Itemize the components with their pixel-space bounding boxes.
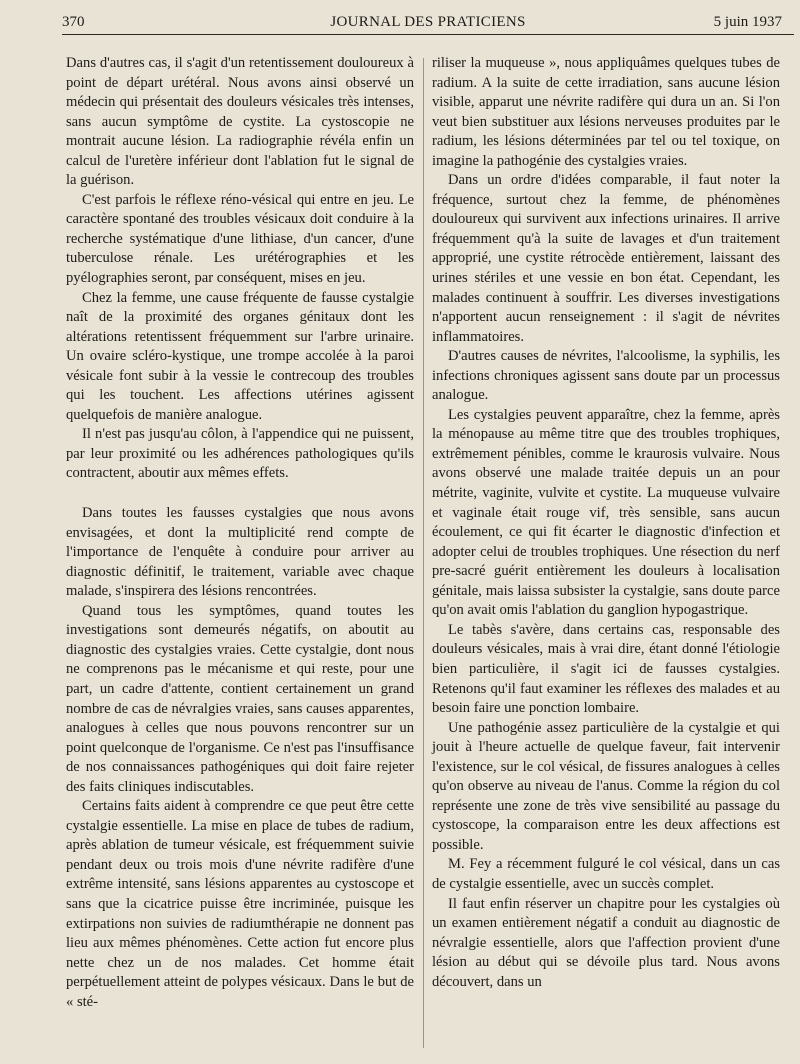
column-divider [423, 58, 424, 1048]
issue-date: 5 juin 1937 [713, 14, 782, 30]
paragraph: Le tabès s'avère, dans certains cas, responsable des douleurs vésicales, mais à vrai dire, étant donné l'étiologie bien particulière, il s'agit ici de fausses cystalgies. Retenons qu'il faut examiner les réflexes des malades et au besoin faire une ponction lombaire. [432, 621, 780, 717]
right-column [432, 54, 780, 992]
paragraph: Dans toutes les fausses cystalgies que nous avons envisagées, et dont la multiplicité rend compte de l'importance de l'enquête à conduire pour arriver au diagnostic définitif, le traitement, variable avec chaque malade, s'inspirera des lésions rencontrées. [66, 505, 414, 600]
paragraph: Certains faits aident à comprendre ce que peut être cette cystalgie essentielle. La mise en place de tubes de radium, après ablation de tumeur vésicale, est fréquemment suivie pendant deux ou trois mois d'une névrite radifère d'une extrême intensité, sans lésions apparentes au cystoscope et sans que la cicatrice puisse être incriminée, puisque les extirpations non suivies de radiumthérapie ne donnent pas lieu aux mêmes phénomènes. Cette action fut encore plus nette chez un de nos malades. Cet homme était perpétuellement atteint de polypes vésicaux. Dans le but de « sté- [66, 798, 414, 1010]
paragraph: Les cystalgies peuvent apparaître, chez la femme, après la ménopause au même titre que des troubles trophiques, extrêmement pénibles, comme le kraurosis vulvaire. Nous avons observé une malade traitée depuis un an pour métrite, vaginite, vulvite et cystite. La muqueuse vulvaire et vaginale était rouge vif, très sensible, sans aucun écoulement, ce qui fit écarter le diagnostic d'infection et adopter celui de troubles trophiques. Une résection du nerf pre-sacré guérit entièrement les douleurs à localisation génitale, mais laissa subsister la cystalgie, sans doute parce qu'on avait omis l'ablation du ganglion hypogastrique. [432, 406, 780, 619]
paragraph: Il n'est pas jusqu'au côlon, à l'appendice qui ne puissent, par leur proximité ou les adhérences pathologiques qu'ils contractent, aboutir aux mêmes effets. [66, 426, 414, 482]
paragraph: Quand tous les symptômes, quand toutes les investigations sont demeurés négatifs, on aboutit au diagnostic des cystalgies vraies. Cette cystalgie, dont nous ne comprenons pas le mécanisme et qui reste, pour une part, un cadre d'attente, contient certainement un grand nombre de cas de névralgies vraies, sans causes apparentes, analogues à celles que nous pouvons rencontrer sur un point quelconque de l'organisme. Ce n'est pas l'insuffisance de nos connaissances pathogéniques qui doit faire rejeter des faits cliniques indiscutables. [66, 602, 414, 795]
page-header [62, 12, 794, 35]
paragraph: Une pathogénie assez particulière de la cystalgie et qui jouit à l'heure actuelle de quelque faveur, fait intervenir l'existence, sur le col vésical, de fissures analogues à celles qu'on observe au niveau de l'anus. Comme la région du col représente une zone de très vive sensibilité au passage du cystoscope, la comparaison entre les deux affections est possible. [432, 719, 780, 853]
journal-title: JOURNAL DES PRATICIENS [330, 14, 526, 30]
paragraph: M. Fey a récemment fulguré le col vésical, dans un cas de cystalgie essentielle, avec un succès complet. [432, 856, 780, 892]
paragraph: riliser la muqueuse », nous appliquâmes quelques tubes de radium. A la suite de cette irradiation, sans aucune lésion visible, apparut une névrite radifère qui dura un an. Si l'on veut bien substituer aux lésions nerveuses produites par le radium, les lésions déterminées par tel ou tel toxique, on imagine la pathogénie des cystalgies vraies. [432, 55, 780, 169]
paragraph: Dans d'autres cas, il s'agit d'un retentissement douloureux à point de départ urétéral. Nous avons ainsi observé un médecin qui présentait des douleurs vésicales très intenses, sans aucun symptôme de cystite. La cystoscopie ne montrait aucune lésion. La radiographie révéla enfin un calcul de l'uretère inférieur dont l'ablation fut le signal de la guérison. [66, 55, 414, 189]
paragraph: Dans un ordre d'idées comparable, il faut noter la fréquence, surtout chez la femme, de phénomènes douloureux qui survivent aux infections urinaires. Il arrive fréquemment qu'à la suite de lavages et d'un traitement approprié, une cystite rétrocède entièrement, laissant des urines stériles et une vessie en bon état. Cependant, les malades continuent à souffrir. Les diverses investigations n'apportent aucun renseignement : il s'agit de névrites inflammatoires. [432, 172, 780, 345]
left-column [66, 54, 414, 1012]
paragraph: C'est parfois le réflexe réno-vésical qui entre en jeu. Le caractère spontané des troubles vésicaux doit conduire à la recherche systématique d'une lithiase, d'un cancer, d'une tuberculose rénale. Les urétérographies et les pyélographies seront, par conséquent, mises en jeu. [66, 191, 414, 287]
page-number: 370 [62, 14, 85, 30]
paragraph: D'autres causes de névrites, l'alcoolisme, la syphilis, les infections chroniques agissent sans doute par un processus analogue. [432, 348, 780, 404]
paragraph: Il faut enfin réserver un chapitre pour les cystalgies où un examen entièrement négatif a conduit au diagnostic de névralgie essentielle, alors que l'affection provient d'une lésion au début qui se dévoile plus tard. Nous avons découvert, dans un [432, 895, 780, 990]
paragraph: Chez la femme, une cause fréquente de fausse cystalgie naît de la proximité des organes génitaux dont les altérations retentissent fréquemment sur l'arbre urinaire. Un ovaire scléro-kystique, une trompe accolée à la paroi vésicale font subir à la vessie le contrecoup des troubles qui les touchent. Les affections utérines agissent quelquefois de manière analogue. [66, 289, 414, 423]
